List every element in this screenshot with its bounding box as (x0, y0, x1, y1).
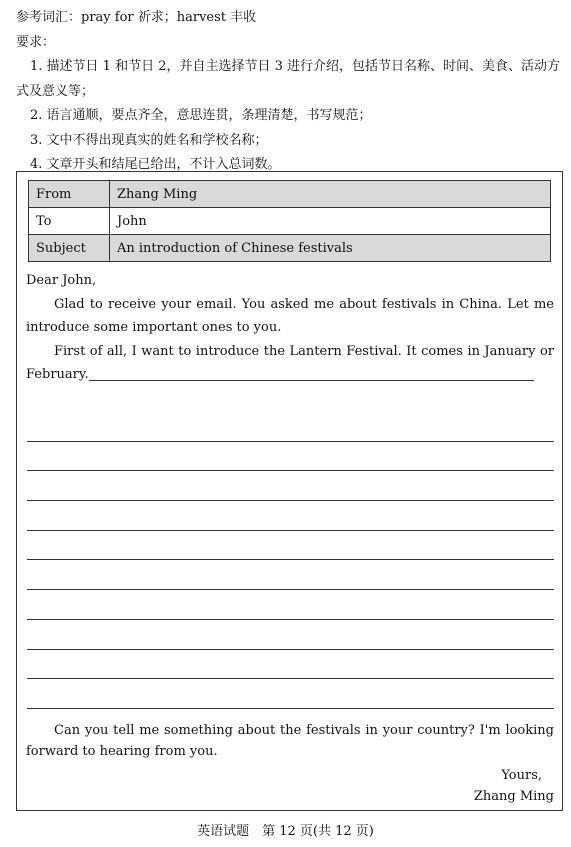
signature: Zhang Ming (473, 789, 554, 804)
answer-line[interactable] (27, 531, 554, 561)
requirement-4: 4. 文章开头和结尾已给出，不计入总词数。 (30, 157, 281, 172)
letter-paragraph-1: Glad to receive your email. You asked me about festivals in China. Let me introduce some important ones to you. (26, 296, 554, 335)
email-value: Zhang Ming (110, 181, 551, 208)
page-footer: 英语试题 第 12 页(共 12 页) (197, 824, 374, 839)
answer-line[interactable] (27, 560, 554, 590)
answer-line[interactable] (27, 650, 554, 680)
email-row-from (29, 181, 551, 208)
email-header-table (28, 180, 551, 262)
requirement-3: 3. 文中不得出现真实的姓名和学校名称； (30, 132, 268, 148)
answer-line[interactable] (27, 471, 554, 501)
answer-line[interactable] (27, 679, 554, 709)
answer-line[interactable] (27, 590, 554, 620)
email-value: John (110, 208, 551, 235)
signoff: Yours, (501, 768, 542, 783)
vocab-hint: 参考词汇：pray for 祈求；harvest 丰收 (16, 10, 257, 25)
letter-paragraph-2-text: First of all, I want to introduce the Lantern Festival. It comes in January or February. (26, 343, 554, 382)
letter-greeting: Dear John, (26, 273, 97, 288)
answer-line[interactable] (27, 442, 554, 472)
answer-lines[interactable] (27, 412, 554, 709)
email-label: Subject (29, 235, 110, 262)
writing-frame (16, 171, 563, 811)
answer-line[interactable] (27, 501, 554, 531)
answer-line[interactable] (27, 412, 554, 442)
closing-paragraph: Can you tell me something about the festivals in your country? I'm looking forward to hearing from you. (26, 723, 554, 759)
letter-closing (26, 720, 554, 807)
email-row-to (29, 208, 551, 235)
email-label: To (29, 208, 110, 235)
answer-blank-inline[interactable] (89, 366, 534, 381)
requirement-1: 1. 描述节日 1 和节日 2，并自主选择节日 3 进行介绍，包括节日名称、时间、美食、活动方式及意义等； (16, 59, 561, 99)
instructions (16, 6, 561, 178)
requirements-title: 要求： (16, 34, 56, 50)
email-label: From (29, 181, 110, 208)
email-row-subject (29, 235, 551, 262)
email-value: An introduction of Chinese festivals (110, 235, 551, 262)
answer-line[interactable] (27, 620, 554, 650)
requirement-2: 2. 语言通顺，要点齐全，意思连贯，条理清楚，书写规范； (30, 108, 372, 123)
letter-body (26, 269, 554, 387)
letter-paragraph-2 (26, 340, 554, 387)
